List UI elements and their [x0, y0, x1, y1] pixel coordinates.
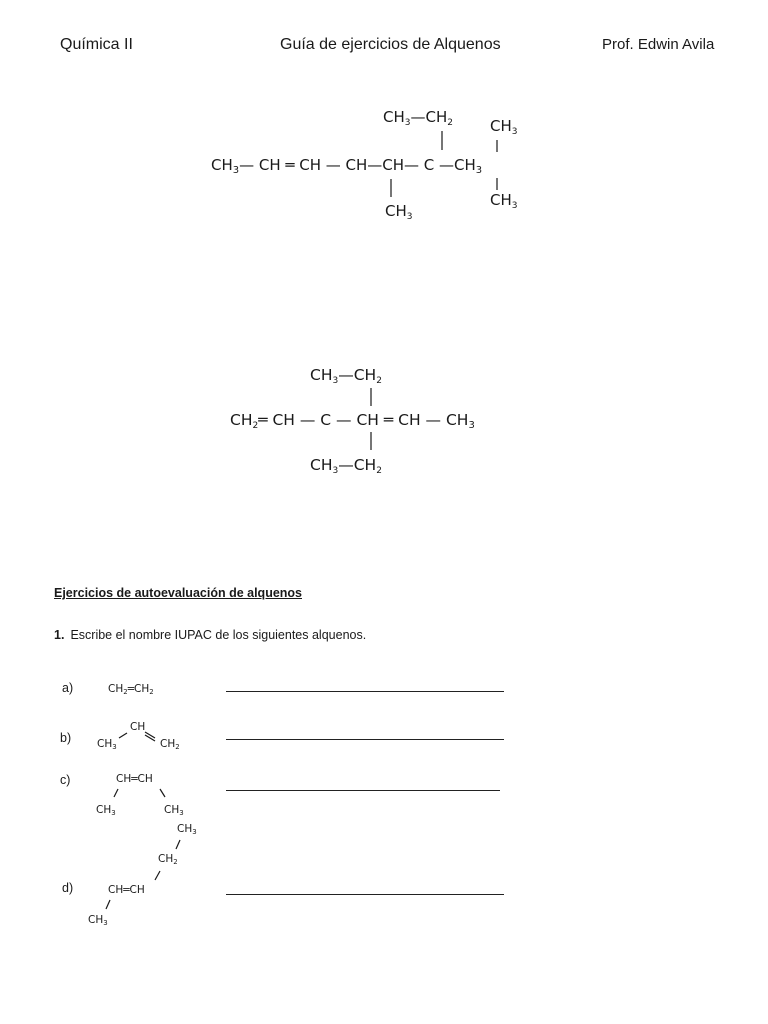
- s2-top-branch: CH3—CH2: [310, 366, 382, 386]
- answer-line-d[interactable]: [226, 894, 504, 895]
- s1-top-branch: $CH_3—CH_2$: [383, 108, 453, 128]
- formula-c-bond-left: [114, 789, 118, 797]
- s1-c-top-methyl: $CH_3$: [490, 117, 518, 137]
- formula-b-bond-left: [119, 733, 127, 738]
- formula-b-ch: CH: [130, 721, 146, 733]
- option-c-label: c): [60, 773, 71, 787]
- formula-b-ch2: CH2: [160, 738, 180, 751]
- s1-c-bottom-methyl: $CH_3$: [490, 191, 518, 211]
- formula-d-bond-1: [176, 840, 180, 849]
- formula-c-ch3-right: CH3: [164, 804, 184, 817]
- option-d-label: d): [62, 881, 74, 895]
- s2-bottom-branch: CH3—CH2: [310, 456, 382, 476]
- s1-methyl-branch: $CH_3$: [385, 202, 413, 222]
- answer-line-b[interactable]: [226, 739, 504, 740]
- formula-d-ch3-top: CH3: [177, 823, 197, 836]
- answer-line-c[interactable]: [226, 790, 500, 791]
- option-b-label: b): [60, 731, 72, 745]
- answer-line-a[interactable]: [226, 691, 504, 692]
- s2-main-chain: CH2═ CH — C — CH ═ CH — CH3: [230, 411, 475, 431]
- formula-d-bond-2: [155, 871, 160, 880]
- s1-main-chain: $CH_3—$ CH ═ CH — CH—CH— C $—CH_3$: [211, 156, 483, 176]
- formula-d-main: CH═CH: [108, 884, 145, 896]
- formula-c-main: CH═CH: [116, 773, 153, 785]
- course-name: Química II: [60, 36, 133, 53]
- formula-c-ch3-left: CH3: [96, 804, 116, 817]
- formula-b-bond-right-2: [145, 735, 155, 741]
- option-a-label: a): [62, 681, 74, 695]
- formula-b-ch3: CH3: [97, 738, 117, 751]
- document-title: Guía de ejercicios de Alquenos: [280, 36, 501, 53]
- question-number: 1.: [54, 628, 65, 642]
- formula-c-bond-right: [160, 789, 165, 797]
- formula-d-ch2: CH2: [158, 853, 178, 866]
- teacher-name: Prof. Edwin Avila: [602, 36, 715, 53]
- formula-d-bond-3: [106, 900, 110, 909]
- question-text: Escribe el nombre IUPAC de los siguientes alquenos.: [70, 628, 367, 642]
- formula-a: CH2═CH2: [108, 683, 154, 696]
- formula-b-bond-right-1: [145, 732, 155, 738]
- formula-d-ch3-bottom: CH3: [88, 914, 108, 927]
- section-title: Ejercicios de autoevaluación de alquenos: [54, 586, 302, 600]
